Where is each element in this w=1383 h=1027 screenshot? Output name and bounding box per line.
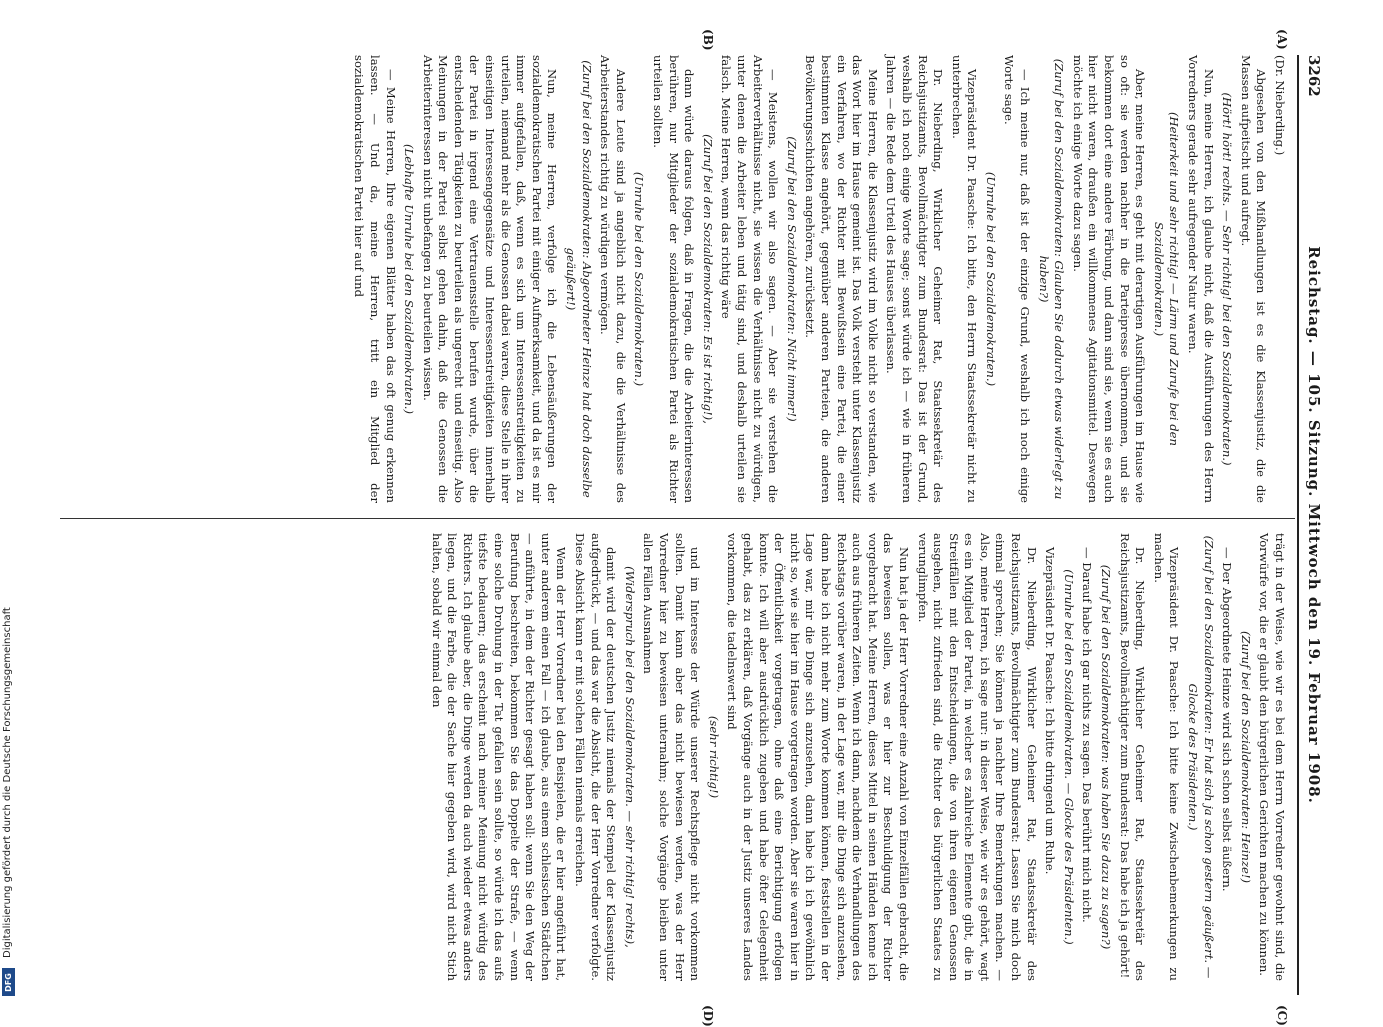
paragraph: Dr. Nieberding, Wirklicher Geheimer Rat, Staatssekretär des Reichsjustizamts, Bevollmächtigter zum Bundesrat: Das ist der Grund, weshalb ich noch einige Worte sage; sonst würde ich — wie in früheren Jahren — die Rede dem Urteil des Hauses überlassen. [884, 55, 946, 503]
paragraph: Vizepräsident Dr. Paasche: Ich bitte dringend um Ruhe. [1043, 547, 1058, 875]
page-number: 3262 [1305, 55, 1323, 97]
paragraph: — Meistens, wollen wir also sagen. — Aber sie verstehen die Arbeiterverhältnisse nicht, sie wissen die Verhältnisse nicht zu würdigen, unter denen die Arbeiter leben und tätig sind, und deshalb urteilen sie falsch. Meine Herren, wenn das richtig wäre [719, 55, 781, 503]
paragraph: — Darauf habe ich gar nichts zu sagen. Das berührt mich nicht. [1080, 547, 1095, 923]
stage-direction: (Lebhafte Unruhe bei den Sozialdemokraten.) [402, 143, 417, 415]
paragraph: — Ich meine nur, daß ist der einzige Grund, weshalb ich noch einige Worte sage. [1002, 55, 1033, 503]
stage-direction: (Hört! hört! rechts. — Sehr richtig! bei den Sozialdemokraten.) [1220, 92, 1235, 466]
right-text-column [62, 533, 1287, 981]
stage-direction: (Zuruf bei den Sozialdemokraten: Glauben Sie dadurch etwas widerlegt zu haben?) [1036, 58, 1067, 500]
column-divider [60, 518, 1295, 519]
paragraph: dann würde daraus folgen, daß in Fragen, die die Arbeiterinteressen berühren, nur Mitglieder der sozialdemokratischen Partei als Richter urteilen sollten. [651, 55, 697, 503]
paragraph: Nun, meine Herren, verfolge ich die Lebensäußerungen der sozialdemokratischen Partei mit einiger Aufmerksamkeit, und da ist es mir immer aufgefallen, daß, wenn es sich um Interessenstreitigkeiten zu urteilen, niemand mehr als die Genossen dabei waren, diese Stelle in ihrer einseitigen Interessengegensätze und Interessenstreitigkeiten innerhalb der Partei in irgend eine Vertrauensstelle berufen wurde, über die entscheidenden Tätigkeiten zu beurteilen als ungerecht und einseitig. Also Meinungen in der Partei selbst gehen dahin, daß die Genossen die Arbeiterinteressen nicht unbefangen zu beurteilen wissen. [420, 55, 560, 503]
paragraph: Abgesehen von den Mißhandlungen ist es die Klassenjustiz, die die Massen aufpeitscht und aufregt. [1238, 55, 1269, 503]
paragraph: Nun hat ja der Herr Vorredner eine Anzahl von Einzelfällen gebracht, die das beweisen sollen, was er hier zur Beschuldigung der Richter vorgebracht hat. Meine Herren, dieses Mittel in seinen Händen kenne ich auch aus früheren Zeiten. Wenn ich dann, nachdem die Verhandlungen des Reichstags vorüber waren, in der Lage war, mir die Dinge sich anzusehen, dann habe ich nicht mehr zum Worte kommen können, feststellen in der Lage war, mir die Dinge sich anzusehen, dann habe ich ich gewöhnlich nicht so, wie sie hier im Hause vorgetragen worden. Aber sie waren hier in der Öffentlichkeit vorgetragen, ohne daß eine Berichtigung erfolgen konnte. Ich will aber ausdrücklich zugeben und habe öfter Gelegenheit gehabt, das zu erklären, daß Vorgänge auch in der Justiz unseres Landes vorkommen, die tadelnswert sind [725, 533, 911, 981]
paragraph: trägt in der Weise, wie wir es bei dem Herrn Vorredner gewohnt sind, die Vorwürfe vor, die er glaubt den bürgerlichen Gerichten machen zu können. [1257, 533, 1287, 981]
stage-direction: (Zuruf bei den Sozialdemokraten: Abgeordneter Heinze hat doch dasselbe geäußert!) [564, 60, 594, 498]
paragraph: — Der Abgeordnete Heinze wird sich schon selbst äußern. [1220, 547, 1235, 892]
margin-marker-c: (C) [1275, 1005, 1289, 1026]
paragraph: Wenn der Herr Vorredner bei den Beispielen, die er hier angeführt hat, unter anderem einen Fall — ich glaube, aus einem schlesischen Städtchen — anführte, in dem der Richter gesagt haben soll: wenn Sie den Weg der Berufung beschreiten, bekommen Sie das Doppelte der Strafe, — wenn eine solche Drohung in der Tat gefallen sein sollte, so würde ich das aufs tiefste bedauern; das erscheint nach meiner Meinung nicht würdig des Richters. Ich glaube aber, die Dinge werden da auch wieder etwas anders liegen, und die Farbe, die der Sache hier gegeben wird, wird nicht Stich halten, sobald wir einmal den [429, 533, 569, 981]
paragraph: Vizepräsident Dr. Paasche: Ich bitte, den Herrn Staatssekretär nicht zu unterbrechen. [949, 55, 980, 503]
stage-direction: (Zuruf bei den Sozialdemokraten: Es ist richtig!), [700, 134, 715, 424]
paragraph: Dr. Nieberding, Wirklicher Geheimer Rat, Staatssekretär des Reichsjustizamts, Bevollmächtigter zum Bundesrat: Lassen Sie mich doch einmal sprechen; Sie können ja nachher Ihre Bemerkungen machen. — Also, meine Herren, ich sage nur: in dieser Weise, wie wir es gehört, wagt es ein Mitglied der Partei, in welcher es zahlreiche Elemente gibt, die in Streitfällen mit den Entscheidungen, die von ihren eigenen Genossen ausgehen, nicht zufrieden sind, die Richter des bürgerlichen Staates zu verunglimpfen. [915, 533, 1039, 981]
paragraph: (Dr. Nieberding.) [1273, 55, 1287, 156]
paragraph: Aber, meine Herren, es geht mit derartigen Ausführungen im Hause wie so oft: sie werden nachher in die Parteipresse übernommen, und sie bekommen dort eine andere Färbung, und dann sind sie, wenn sie es auch hier nicht waren, draußen ein willkommenes Agitationsmittel. Deswegen möchte ich einige Worte dazu sagen. [1070, 55, 1148, 503]
dfg-logo: DFG [2, 968, 15, 996]
paragraph: damit wird der deutschen Justiz niemals der Stempel der Klassenjustiz aufgedrückt, — und das war die Absicht, die der Herr Vorredner verfolgte. Diese Absicht kann er mit solchen Fällen niemals erreichen. [573, 533, 619, 981]
paragraph: Vizepräsident Dr. Paasche: Ich bitte keine Zwischenbemerkungen zu machen. [1151, 533, 1182, 981]
stage-direction: (Zuruf bei den Sozialdemokraten: was haben Sie dazu zu sagen?) [1099, 564, 1114, 950]
digitization-note: Digitalisierung gefördert durch die Deutsche Forschungsgemeinschaft [2, 607, 13, 958]
margin-marker-d: (D) [701, 1005, 715, 1027]
header-rule [1297, 55, 1299, 995]
paragraph: Andere Leute sind ja angeblich nicht dazu, die die Verhältnisse des Arbeiterstandes richtig zu würdigen vermögen. [598, 55, 628, 503]
margin-marker-b: (B) [701, 29, 715, 51]
stage-direction: (Unruhe bei den Sozialdemokraten.) [632, 171, 647, 387]
stage-direction: (Zuruf bei den Sozialdemokraten: Heinze!) [1238, 630, 1253, 884]
stage-direction: (Zuruf bei den Sozialdemokraten: Nicht immer!) [784, 136, 799, 422]
page-header [1299, 55, 1325, 995]
paragraph: und im Interesse der Würde unserer Rechtspflege nicht vorkommen sollten. Damit kann aber das nicht bewiesen werden, was der Herr Vorredner hier zu beweisen unternahm; solche Vorgänge bleiben unter allen Fällen Ausnahmen [641, 533, 703, 981]
digitization-credit [2, 0, 14, 1000]
stage-direction: (sehr richtig!) [706, 715, 721, 799]
document-sheet [55, 29, 1325, 1027]
margin-marker-a: (A) [1275, 29, 1289, 50]
paragraph: Meine Herren, die Klassenjustiz wird im Volke nicht so verstanden, wie das Wort hier im Hause gemeint ist. Das Volk versteht unter Klassenjustiz ein Verfahren, wo der Richter mit Bewußtsein eine Partei, die einer bestimmten Klasse angehört, gegenüber anderen Parteien, die anderen Bevölkerungsschichten angehören, zurücksetzt. [803, 55, 880, 503]
stage-direction: (Unruhe bei den Sozialdemokraten.) [983, 171, 998, 387]
stage-direction: (Unruhe bei den Sozialdemokraten. — Glocke des Präsidenten.) [1061, 569, 1076, 945]
paragraph: — Meine Herren, Ihre eigenen Blätter haben das oft genug erkennen lassen. — Und da, meine Herren, tritt ein Mitglied der sozialdemokratischen Partei hier auf und [352, 55, 398, 503]
paragraph: Dr. Nieberding, Wirklicher Geheimer Rat, Staatssekretär des Reichsjustizamts, Bevollmächtigter zum Bundesrat: Das habe ich ja gehört! [1117, 533, 1148, 981]
left-text-column [62, 55, 1287, 503]
stage-direction: (Widerspruch bei den Sozialdemokraten. — sehr richtig! rechts), [622, 566, 637, 948]
stage-direction: (Heiterkeit und sehr richtig! — Lärm und Zurufe bei den Sozialdemokraten.) [1151, 111, 1182, 447]
paragraph: Nun, meine Herren, ich glaube nicht, daß die Ausführungen des Herrn Vorredners gerade sehr aufregender Natur waren. [1186, 55, 1216, 503]
stage-direction: (Zuruf bei den Sozialdemokraten: Er hat sich ja schon gestern geäußert. — Glocke des Präsidenten.) [1186, 535, 1216, 979]
running-title: Reichstag. — 105. Sitzung. Mittwoch den 19. Februar 1908. [1305, 246, 1323, 804]
